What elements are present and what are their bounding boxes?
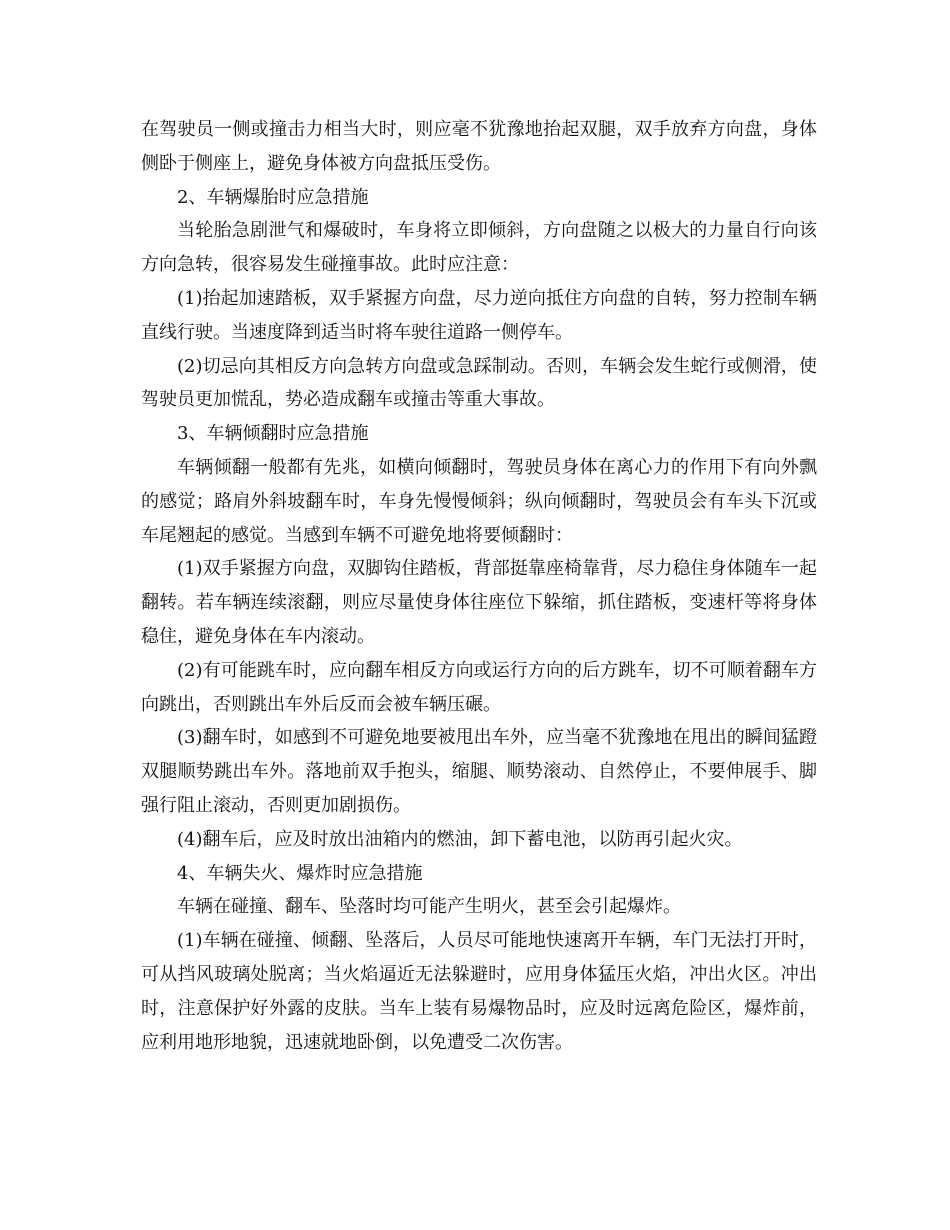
section-heading-rollover: 3、车辆倾翻时应急措施 [177,423,369,445]
list-item: (1)抬起加速踏板，双手紧握方向盘，尽力逆向抵住方向盘的自转，努力控制车辆直线行驶。当速度降到适当时将车驶往道路一侧停车。 [141,287,817,343]
section-heading-fire-explosion: 4、车辆失火、爆炸时应急措施 [177,862,423,884]
document-body [141,113,817,1059]
list-item: (1)双手紧握方向盘，双脚钩住踏板，背部挺靠座椅靠背，尽力稳住身体随车一起翻转。若车辆连续滚翻，则应尽量使身体往座位下躲缩，抓住踏板，变速杆等将身体稳住，避免身体在车内滚动。 [141,558,817,647]
paragraph: 当轮胎急剧泄气和爆破时，车身将立即倾斜，方向盘随之以极大的力量自行向该方向急转，很容易发生碰撞事故。此时应注意： [141,220,817,276]
list-item: (3)翻车时，如感到不可避免地要被甩出车外，应当毫不犹豫地在甩出的瞬间猛蹬双腿顺势跳出车外。落地前双手抱头，缩腿、顺势滚动、自然停止，不要伸展手、脚强行阻止滚动，否则更加剧损伤。 [141,727,817,816]
list-item: (2)有可能跳车时，应向翻车相反方向或运行方向的后方跳车，切不可顺着翻车方向跳出，否则跳出车外后反而会被车辆压碾。 [141,659,817,715]
paragraph: 车辆倾翻一般都有先兆，如横向倾翻时，驾驶员身体在离心力的作用下有向外飘的感觉；路肩外斜坡翻车时，车身先慢慢倾斜；纵向倾翻时，驾驶员会有车头下沉或车尾翘起的感觉。当感到车辆不可避免地将要倾翻时： [141,456,817,546]
paragraph-continuation: 在驾驶员一侧或撞击力相当大时，则应毫不犹豫地抬起双腿，双手放弃方向盘，身体侧卧于侧座上，避免身体被方向盘抵压受伤。 [141,119,817,174]
section-heading-tire-blowout: 2、车辆爆胎时应急措施 [177,186,369,208]
list-item: (2)切忌向其相反方向急转方向盘或急踩制动。否则，车辆会发生蛇行或侧滑，使驾驶员更加慌乱，势必造成翻车或撞击等重大事故。 [141,355,817,411]
list-item: (1)车辆在碰撞、倾翻、坠落后，人员尽可能地快速离开车辆，车门无法打开时，可从挡风玻璃处脱离；当火焰逼近无法躲避时，应用身体猛压火焰，冲出火区。冲出时，注意保护好外露的皮肤。当车上装有易爆物品时，应及时远离危险区，爆炸前，应利用地形地貌，迅速就地卧倒，以免遭受二次伤害。 [141,930,817,1053]
paragraph: 车辆在碰撞、翻车、坠落时均可能产生明火，甚至会引起爆炸。 [177,896,681,918]
list-item: (4)翻车后，应及时放出油箱内的燃油，卸下蓄电池，以防再引起火灾。 [177,828,743,850]
